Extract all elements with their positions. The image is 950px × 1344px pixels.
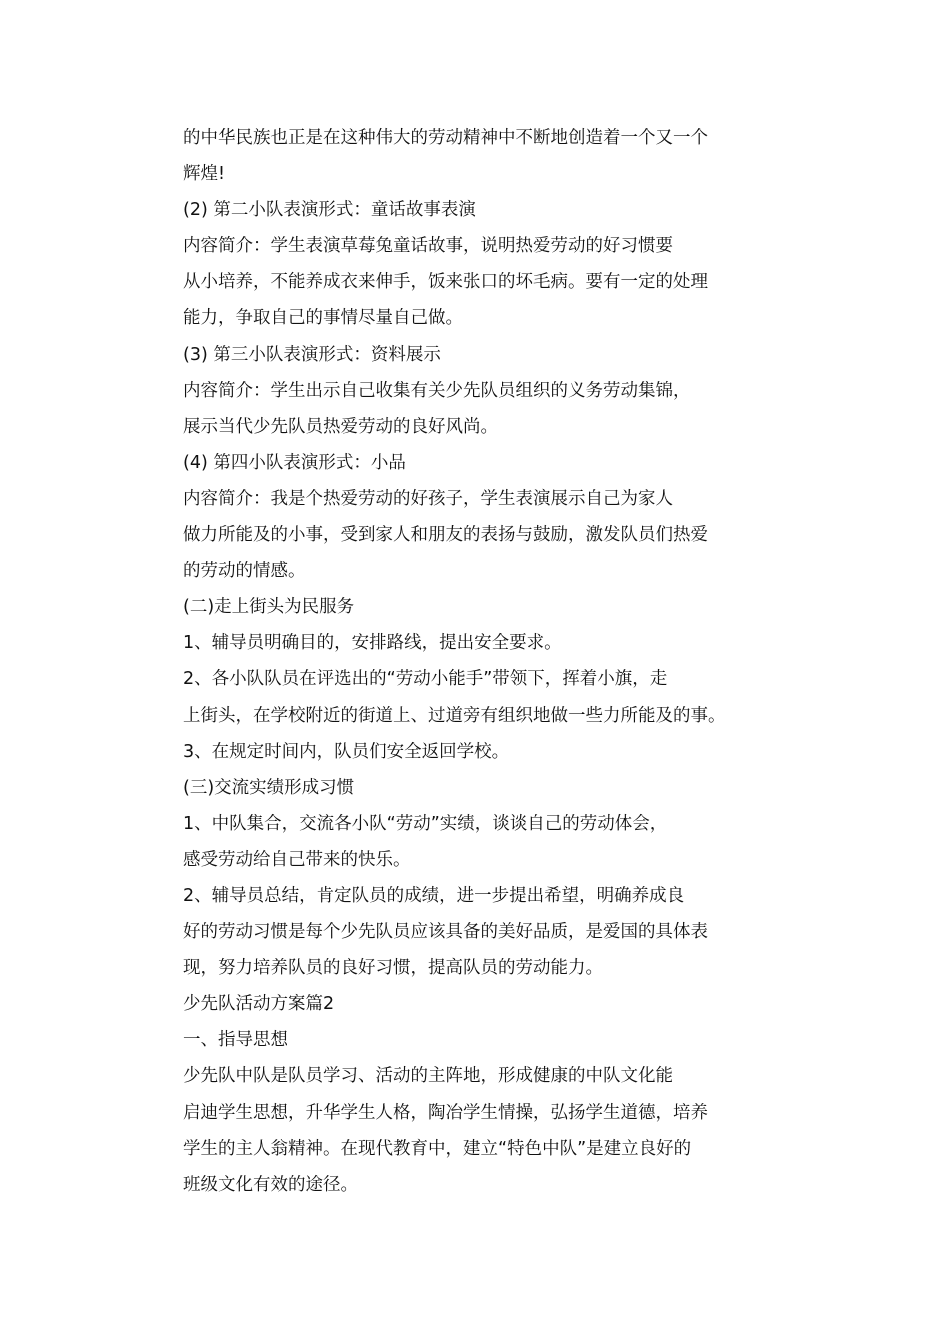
list-item: 3、在规定时间内，队员们安全返回学校。 [183, 741, 510, 762]
section-heading: (2) 第二小队表演形式：童话故事表演 [183, 200, 476, 221]
text-line: 班级文化有效的途径。 [183, 1174, 358, 1195]
text-line: 的劳动的情感。 [183, 561, 306, 582]
article-title: 少先队活动方案篇2 [183, 994, 335, 1015]
text-line: 内容简介：我是个热爱劳动的好孩子，学生表演展示自己为家人 [183, 488, 673, 509]
text-line: 启迪学生思想，升华学生人格，陶冶学生情操，弘扬学生道德，培养 [183, 1102, 708, 1123]
text-line: 能力，争取自己的事情尽量自己做。 [183, 308, 463, 329]
text-line: 做力所能及的小事，受到家人和朋友的表扬与鼓励，激发队员们热爱 [183, 525, 708, 546]
text-line: 感受劳动给自己带来的快乐。 [183, 849, 411, 870]
list-item: 1、辅导员明确目的，安排路线，提出安全要求。 [183, 633, 562, 654]
list-item: 2、各小队队员在评选出的“劳动小能手”带领下，挥着小旗，走 [183, 669, 668, 690]
document-body [183, 120, 783, 1203]
section-heading: (二)走上街头为民服务 [183, 597, 355, 618]
text-line: 现，努力培养队员的良好习惯，提高队员的劳动能力。 [183, 958, 603, 979]
text-line: 内容简介：学生出示自己收集有关少先队员组织的义务劳动集锦， [183, 380, 691, 401]
text-line: 内容简介：学生表演草莓兔童话故事，说明热爱劳动的好习惯要 [183, 236, 673, 257]
text-line: 上街头，在学校附近的街道上、过道旁有组织地做一些力所能及的事。 [183, 705, 726, 726]
text-line: 学生的主人翁精神。在现代教育中，建立“特色中队”是建立良好的 [183, 1138, 692, 1159]
list-item: 2、辅导员总结，肯定队员的成绩，进一步提出希望，明确养成良 [183, 885, 685, 906]
section-heading: 一、指导思想 [183, 1030, 288, 1051]
text-line: 从小培养，不能养成衣来伸手，饭来张口的坏毛病。要有一定的处理 [183, 272, 708, 293]
text-line: 展示当代少先队员热爱劳动的良好风尚。 [183, 416, 498, 437]
text-line: 的中华民族也正是在这种伟大的劳动精神中不断地创造着一个又一个 [183, 128, 708, 148]
list-item: 1、中队集合，交流各小队“劳动”实绩，谈谈自己的劳动体会， [183, 813, 668, 834]
text-line: 好的劳动习惯是每个少先队员应该具备的美好品质，是爱国的具体表 [183, 922, 708, 943]
section-heading: (三)交流实绩形成习惯 [183, 777, 355, 798]
text-line: 少先队中队是队员学习、活动的主阵地，形成健康的中队文化能 [183, 1066, 673, 1087]
section-heading: (4) 第四小队表演形式：小品 [183, 452, 406, 473]
text-line: 辉煌! [183, 164, 226, 185]
section-heading: (3) 第三小队表演形式：资料展示 [183, 344, 441, 365]
